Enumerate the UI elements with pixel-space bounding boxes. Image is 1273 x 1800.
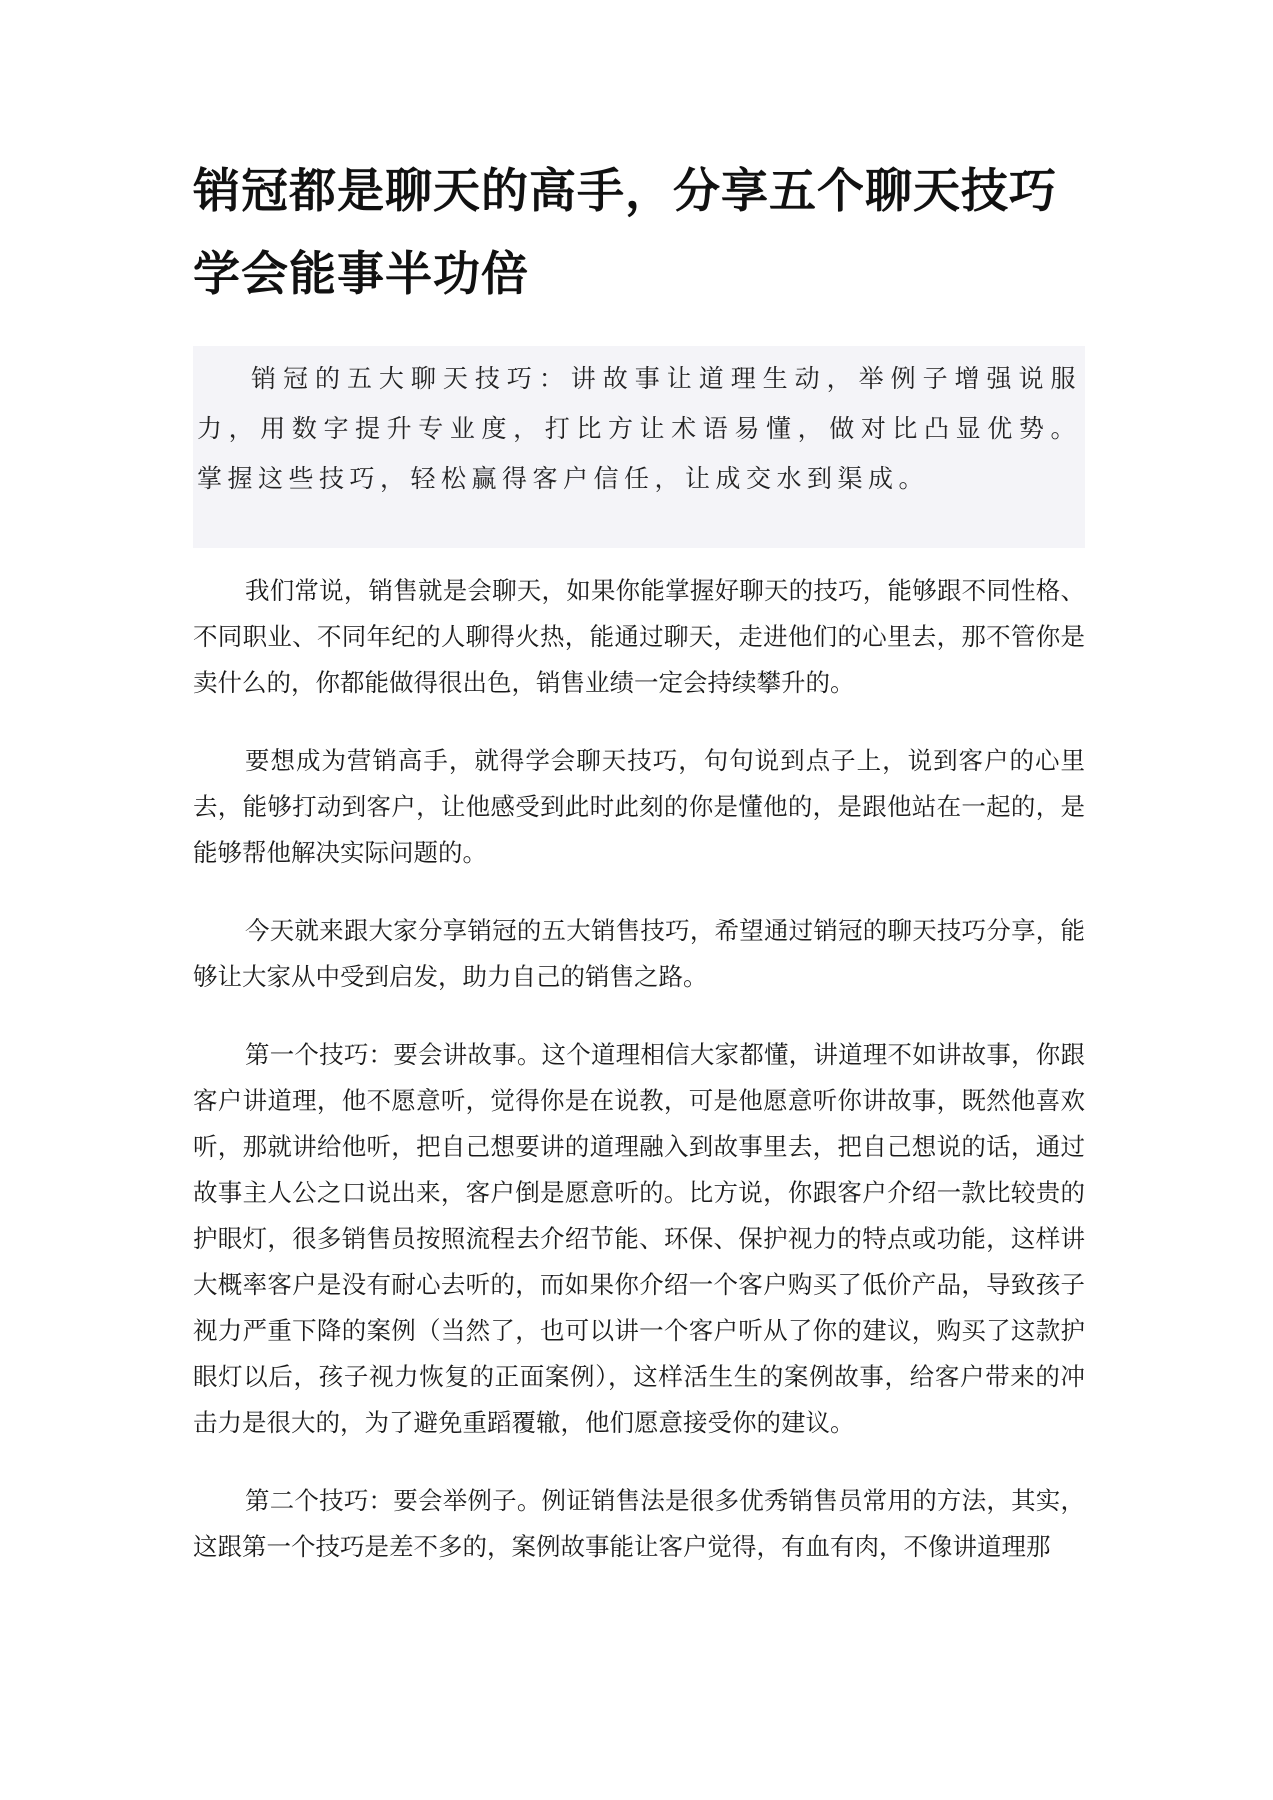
paragraph-intro: 我们常说，销售就是会聊天，如果你能掌握好聊天的技巧，能够跟不同性格、不同职业、不同年纪的人聊得火热，能通过聊天，走进他们的心里去，那不管你是卖什么的，你都能做得很出色，销售业绩一定会持续攀升的。 [193,576,1085,697]
article-summary: 销冠的五大聊天技巧：讲故事让道理生动，举例子增强说服力，用数字提升专业度，打比方让术语易懂，做对比凸显优势。掌握这些技巧，轻松赢得客户信任，让成交水到渠成。 [193,346,1085,548]
document-page [193,150,1085,1570]
article-title: 销冠都是聊天的高手，分享五个聊天技巧学会能事半功倍 [193,164,1057,302]
paragraph-share-tips: 今天就来跟大家分享销冠的五大销售技巧，希望通过销冠的聊天技巧分享，能够让大家从中受到启发，助力自己的销售之路。 [193,916,1085,991]
paragraph-sales-master: 要想成为营销高手，就得学会聊天技巧，句句说到点子上，说到客户的心里去，能够打动到客户，让他感受到此时此刻的你是懂他的，是跟他站在一起的，是能够帮他解决实际问题的。 [193,746,1085,867]
paragraph-tip-two: 第二个技巧：要会举例子。例证销售法是很多优秀销售员常用的方法，其实，这跟第一个技巧是差不多的，案例故事能让客户觉得，有血有肉，不像讲道理那 [193,1486,1085,1561]
paragraph-tip-one: 第一个技巧：要会讲故事。这个道理相信大家都懂，讲道理不如讲故事，你跟客户讲道理，他不愿意听，觉得你是在说教，可是他愿意听你讲故事，既然他喜欢听，那就讲给他听，把自己想要讲的道理融入到故事里去，把自己想说的话，通过故事主人公之口说出来，客户倒是愿意听的。比方说，你跟客户介绍一款比较贵的护眼灯，很多销售员按照流程去介绍节能、环保、保护视力的特点或功能，这样讲大概率客户是没有耐心去听的，而如果你介绍一个客户购买了低价产品，导致孩子视力严重下降的案例（当然了，也可以讲一个客户听从了你的建议，购买了这款护眼灯以后，孩子视力恢复的正面案例），这样活生生的案例故事，给客户带来的冲击力是很大的，为了避免重蹈覆辙，他们愿意接受你的建议。 [193,1040,1085,1437]
